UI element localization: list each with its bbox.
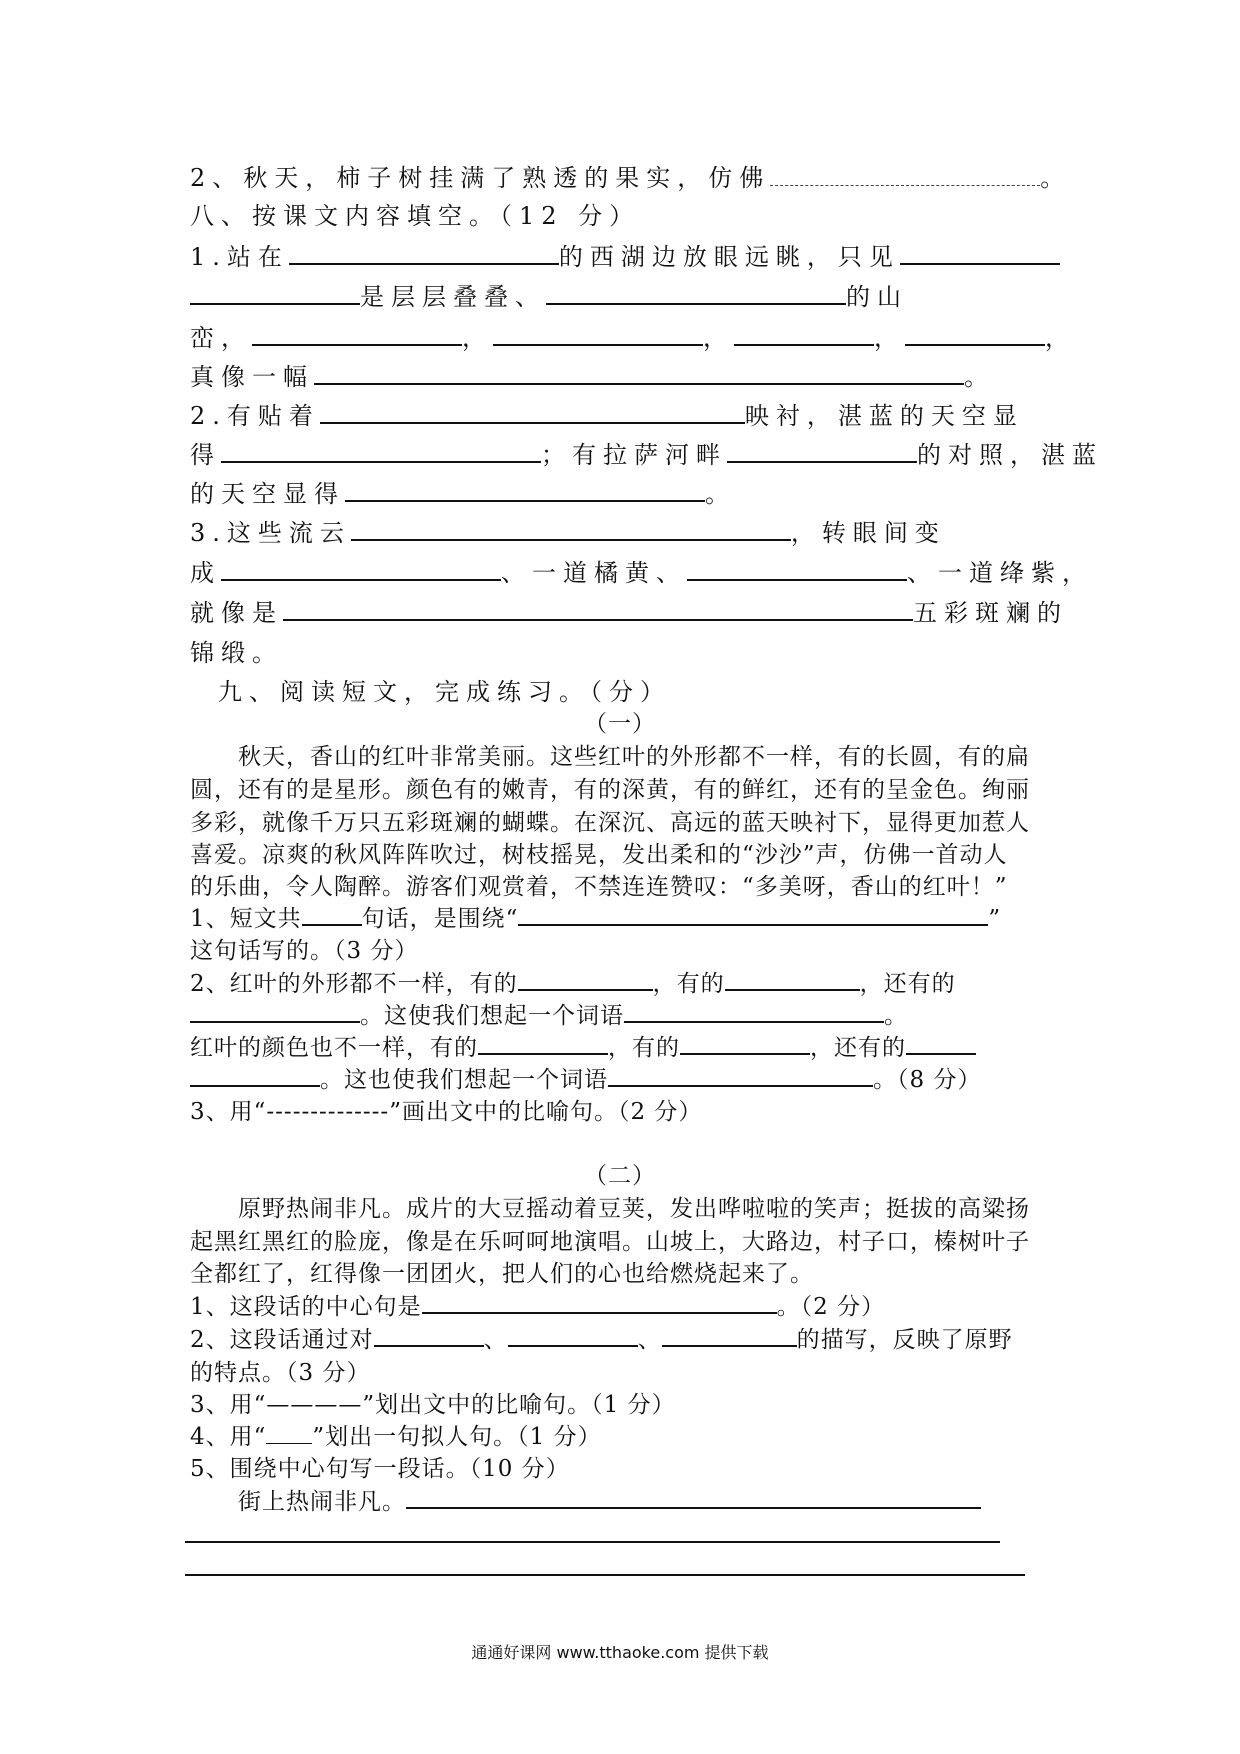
passage-1-title: （一） — [584, 711, 656, 737]
answer-blank[interactable] — [289, 241, 559, 265]
exercise-line: 1、短文共 句话，是围绕“ ” — [190, 900, 1001, 933]
exercise-line: 的特点。（3 分） — [190, 1360, 371, 1386]
answer-blank[interactable] — [546, 281, 846, 305]
answer-blank[interactable] — [320, 400, 745, 424]
answer-blank[interactable] — [478, 1031, 608, 1055]
question-line: 就像是 五彩斑斓的 — [190, 599, 1068, 627]
exercise-line: 5、围绕中心句写一段话。（10 分） — [190, 1456, 570, 1482]
answer-blank[interactable] — [906, 1031, 976, 1055]
answer-blank[interactable] — [680, 1031, 810, 1055]
answer-blank[interactable] — [900, 241, 1060, 265]
answer-blank[interactable] — [351, 517, 791, 541]
passage-2-line: 全都红了，红得像一团团火，把人们的心也给燃烧起来了。 — [190, 1261, 814, 1287]
answer-blank[interactable] — [662, 1323, 797, 1347]
exercise-line: 4、用“ ”划出一句拟人句。（1 分） — [190, 1424, 602, 1450]
passage-1-line: 秋天，香山的红叶非常美丽。这些红叶的外形都不一样，有的长圆，有的扁 — [238, 744, 1030, 770]
question-line: 2.有贴着 映衬，湛蓝的天空显 — [190, 402, 1024, 430]
writing-line: 街上热闹非凡。 — [238, 1483, 981, 1516]
answer-blank[interactable] — [252, 322, 462, 346]
answer-blank[interactable] — [905, 322, 1045, 346]
answer-blank[interactable] — [190, 999, 360, 1023]
footer-credit: 通通好课网 www.tthaoke.com 提供下载 — [471, 1643, 769, 1662]
question-line: 锦缎。 — [190, 639, 283, 667]
answer-blank[interactable] — [518, 902, 988, 926]
answer-blank[interactable] — [422, 1290, 777, 1314]
answer-blank[interactable] — [406, 1485, 981, 1509]
answer-blank[interactable] — [221, 557, 501, 581]
exercise-line: 1、这段话的中心句是 。（2 分） — [190, 1288, 885, 1321]
exercise-line: 红叶的颜色也不一样，有的 ，有的 ，还有的 — [190, 1029, 976, 1062]
question-text: 2、秋天，柿子树挂满了熟透的果实，仿佛 — [190, 164, 771, 192]
answer-blank[interactable] — [687, 557, 907, 581]
question-line: 3.这些流云 ，转眼间变 — [190, 519, 946, 547]
answer-blank[interactable] — [190, 281, 360, 305]
answer-blank[interactable] — [493, 322, 703, 346]
passage-2-line: 起黑红黑红的脸庞，像是在乐呵呵地演唱。山坡上，大路边，村子口，榛树叶子 — [190, 1229, 1030, 1255]
exercise-line: 3、用“--------------”画出文中的比喻句。（2 分） — [190, 1099, 703, 1125]
exercise-line: 2、这段话通过对 、 、 的描写，反映了原野 — [190, 1321, 1013, 1354]
exercise-line: 。这也使我们想起一个词语 。（8 分） — [190, 1061, 981, 1094]
answer-blank[interactable] — [725, 967, 860, 991]
answer-blank[interactable] — [727, 439, 917, 463]
question-line: 成 、一道橘黄、 、一道绛紫， — [190, 559, 1093, 587]
section-heading-9: 九、阅读短文，完成练习。（分） — [218, 678, 671, 706]
exercise-line: 这句话写的。（3 分） — [190, 938, 419, 964]
answer-blank[interactable] — [374, 1323, 484, 1347]
question-line: 真像一幅 。 — [190, 363, 995, 391]
writing-rule[interactable] — [185, 1541, 1000, 1543]
question-line: 是层层叠叠、 的山 — [190, 277, 908, 312]
writing-rule[interactable] — [185, 1574, 1025, 1576]
answer-blank[interactable] — [221, 439, 541, 463]
question-line: 的天空显得 。 — [190, 480, 736, 508]
exercise-line: 2、红叶的外形都不一样，有的 ，有的 ，还有的 — [190, 965, 956, 998]
answer-blank[interactable] — [345, 478, 705, 502]
passage-1-line: 喜爱。凉爽的秋风阵阵吹过，树枝摇晃，发出柔和的“沙沙”声，仿佛一首动人 — [190, 842, 1008, 868]
question-line: 2、秋天，柿子树挂满了熟透的果实，仿佛 。 — [190, 164, 1072, 192]
section-heading-8: 八、按课文内容填空。（12 分） — [190, 202, 641, 230]
answer-blank[interactable] — [624, 999, 884, 1023]
answer-blank[interactable] — [770, 163, 1040, 186]
answer-blank[interactable] — [283, 597, 913, 621]
answer-blank[interactable] — [190, 1063, 320, 1087]
exercise-line: 。这使我们想起一个词语 。 — [190, 997, 908, 1030]
answer-blank[interactable] — [314, 361, 964, 385]
answer-blank[interactable] — [518, 967, 653, 991]
passage-1-line: 多彩，就像千万只五彩斑斓的蝴蝶。在深沉、高远的蓝天映衬下，显得更加惹人 — [190, 810, 1030, 836]
answer-blank[interactable] — [302, 902, 362, 926]
passage-2-title: （二） — [584, 1163, 656, 1189]
passage-1-line: 圆，还有的是星形。颜色有的嫩青，有的深黄，有的鲜红，还有的呈金色。绚丽 — [190, 777, 1030, 803]
passage-1-line: 的乐曲，令人陶醉。游客们观赏着，不禁连连赞叹：“多美呀，香山的红叶！” — [190, 874, 1008, 900]
question-line: 峦， ， ， ， ， — [190, 324, 1076, 352]
underline-sample — [266, 1425, 312, 1444]
answer-blank[interactable] — [608, 1063, 873, 1087]
answer-blank[interactable] — [734, 322, 874, 346]
passage-2-line: 原野热闹非凡。成片的大豆摇动着豆荚，发出哗啦啦的笑声；挺拔的高粱扬 — [238, 1196, 1030, 1222]
exercise-line: 3、用“————”划出文中的比喻句。（1 分） — [190, 1392, 676, 1418]
answer-blank[interactable] — [508, 1323, 638, 1347]
question-line: 得 ；有拉萨河畔 的对照，湛蓝 — [190, 441, 1103, 469]
question-line: 1.站在 的西湖边放眼远眺，只见 — [190, 237, 1060, 272]
